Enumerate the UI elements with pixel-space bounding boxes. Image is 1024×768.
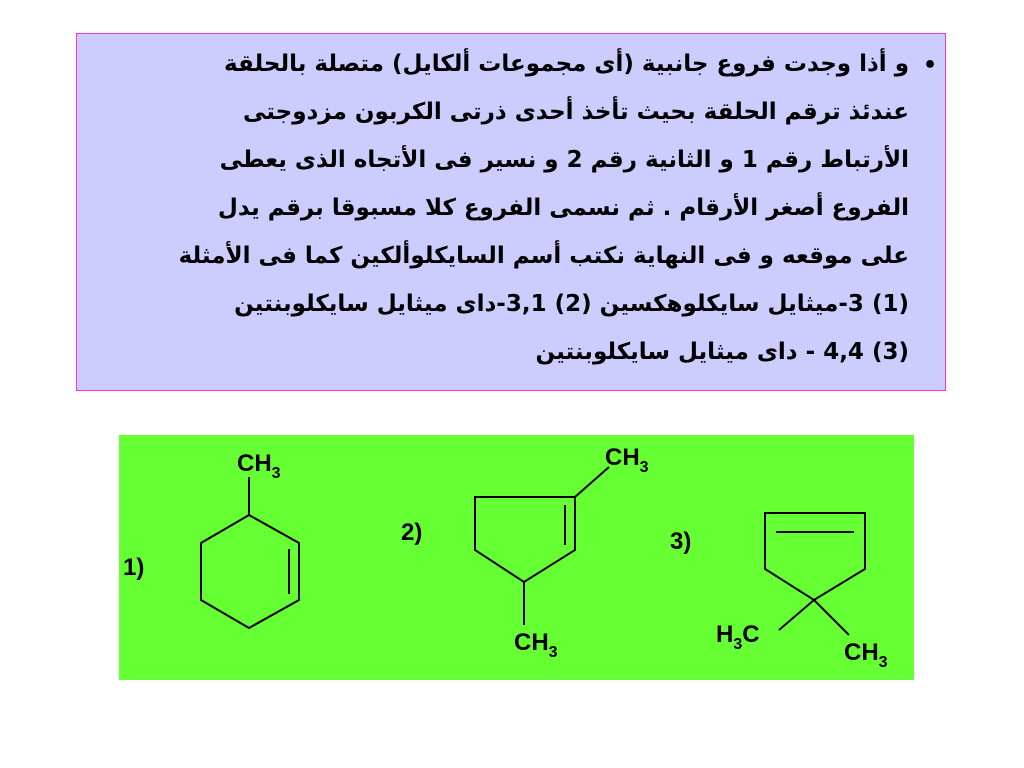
structures-svg bbox=[119, 435, 914, 680]
structure-3 bbox=[670, 513, 888, 671]
bullet: • bbox=[922, 53, 937, 78]
text-line-2: عندئذ ترقم الحلقة بحيث تأخذ أحدى ذرتى الكربون مزدوجتى bbox=[242, 99, 909, 125]
structure-1 bbox=[123, 450, 299, 628]
rules-paragraph bbox=[97, 40, 935, 376]
text-line-3: الأرتباط رقم 1 و الثانية رقم 2 و نسير فى الأتجاه الذى يعطى bbox=[219, 147, 909, 173]
ch3-label-2-top: $CH_3$ bbox=[605, 444, 649, 476]
ch3-label-2-bottom: $CH_3$ bbox=[514, 629, 558, 661]
cyclopentene-ring-2 bbox=[475, 497, 575, 582]
rules-text-box bbox=[76, 33, 946, 391]
methyl-bond-3-right bbox=[814, 600, 849, 635]
structure-2-label: 2) bbox=[401, 519, 423, 546]
structure-2 bbox=[401, 444, 649, 661]
methyl-bond-3-left bbox=[779, 600, 814, 630]
ch3-label-3-right: $CH_3$ bbox=[844, 639, 888, 671]
text-line-5: على موقعه و فى النهاية نكتب أسم السايكلوألكين كما فى الأمثلة bbox=[178, 243, 909, 269]
ch3-label-3-left: $H_3C$ bbox=[716, 621, 760, 653]
structures-panel bbox=[119, 435, 914, 680]
cyclohexene-ring bbox=[201, 515, 299, 628]
cyclopentene-ring-3 bbox=[765, 513, 865, 600]
text-line-4: الفروع أصغر الأرقام . ثم نسمى الفروع كلا مسبوقا برقم يدل bbox=[217, 195, 909, 221]
ch3-label-1: $CH_3$ bbox=[237, 450, 281, 482]
structure-3-label: 3) bbox=[670, 528, 692, 555]
structure-1-label: 1) bbox=[123, 554, 145, 581]
text-line-7: (3) 4,4 - داى ميثايل سايكلوبنتين bbox=[535, 339, 909, 365]
text-line-6: (1) 3-ميثايل سايكلوهكسين (2) 3,1-داى ميثايل سايكلوبنتين bbox=[234, 291, 909, 317]
methyl-bond-2-top bbox=[575, 467, 609, 497]
text-line-1: و أذا وجدت فروع جانبية (أى مجموعات ألكايل) متصلة بالحلقة bbox=[224, 51, 909, 77]
